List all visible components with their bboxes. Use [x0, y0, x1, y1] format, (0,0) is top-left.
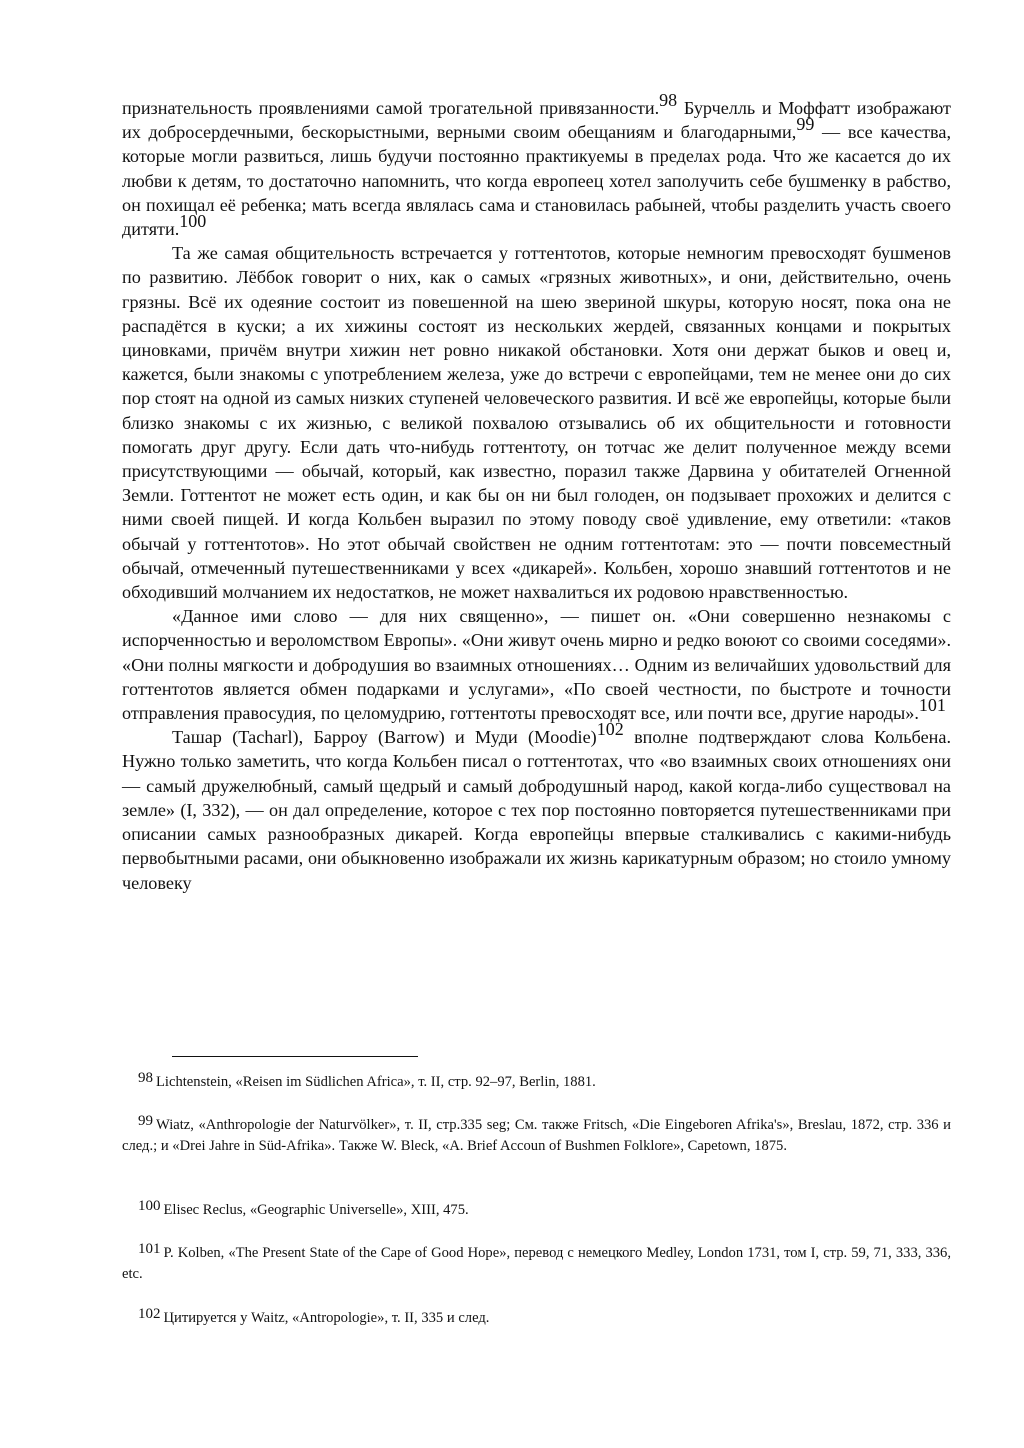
footnote-number: 99 [138, 1113, 153, 1130]
text-run: признательность проявлениями самой трогательной привязанности. [122, 98, 660, 118]
paragraph [122, 604, 951, 725]
footnote-separator [172, 1056, 418, 1057]
text-run: Бурчелль и Моффатт изображают их добросердечными, бескорыстными, верными своим обещаниям и благодарными, [122, 98, 951, 143]
footnote-text: Elisec Reclus, «Geographic Universelle», XIII, 475. [163, 1202, 469, 1218]
footnote-99 [122, 1115, 951, 1157]
footnote-text: Lichtenstein, «Reisen im Südlichen Africa», т. II, стр. 92–97, Berlin, 1881. [156, 1074, 596, 1090]
footnote-number: 102 [138, 1306, 161, 1323]
main-text [122, 89, 951, 895]
paragraph [122, 719, 951, 894]
footnote-text: Цитируется у Waitz, «Antropologie», т. II, 335 и след. [163, 1310, 490, 1326]
footnote-text: P. Kolben, «The Present State of the Cape of Good Hope», перевод с немецкого Medley, London 1731, том I, стр. 59, 71, 333, 336, etc. [122, 1245, 951, 1282]
footnote-text: Wiatz, «Anthropologie der Naturvölker», т. II, стр.335 seg; См. также Fritsch, «Die Eingeboren Afrika's», Breslau, 1872, стр. 336 и след.; и «Drei Jahre in Süd-Afrika». Также W. Bleck, «A. Brief Accoun of Bushmen Folklore», Capetown, 1875. [122, 1117, 951, 1154]
footnote-ref[interactable]: 102 [596, 719, 624, 740]
footnote-102 [122, 1308, 951, 1329]
footnote-number: 98 [138, 1070, 153, 1087]
text-run: вполне подтверждают слова Кольбена. Нужно только заметить, что когда Кольбен писал о готтентотах, что «во взаимных своих отношениях они — самый дружелюбный, самый щедрый и самый добродушный народ, какой когда-либо существовал на земле» (I, 332), — он дал определение, которое с тех пор постоянно повторяется путешественниками при описании самых разнообразных дикарей. Когда европейцы впервые сталкивались с какими-нибудь первобытными расами, они обыкновенно изображали их жизнь карикатурным образом; но стоило умному человеку [122, 727, 951, 893]
footnote-ref[interactable]: 101 [918, 694, 946, 715]
paragraph [122, 89, 951, 241]
footnote-ref[interactable]: 98 [659, 89, 678, 110]
text-run: Ташар (Tacharl), Барроу (Barrow) и Муди (Moodie) [172, 727, 597, 748]
footnote-101 [122, 1243, 951, 1285]
footnote-number: 100 [138, 1198, 161, 1215]
footnote-number: 101 [138, 1241, 161, 1258]
text-run: Та же самая общительность встречается у готтентотов, которые немногим превосходят бушменов по развитию. Лёббок говорит о них, как о самых «грязных животных», и они, действительно, очень грязны. Всё их одеяние состоит из повешенной на шею звериной шкуры, которую носят, пока она не распадётся в куски; а их хижины состоят из нескольких жердей, связанных концами и покрытых циновками, причём внутри хижин нет ровно никакой обстановки. Хотя они держат быков и овец и, кажется, были знакомы с употреблением железа, уже до встречи с европейцами, тем не менее они до сих пор стоят на одной из самых низких ступеней человеческого развития. И всё же европейцы, которые были близко знакомы с их жизнью, с великой похвалою отзывались об их общительности и готовности помогать друг другу. Если дать что-нибудь готтентоту, он тотчас же делит полученное между всеми присутствующими — обычай, который, как известно, поразил также Дарвина у обитателей Огненной Земли. Готтентот не может есть один, и как бы он ни был голоден, он подзывает прохожих и делится с ними своей пищей. И когда Кольбен выразил по этому поводу своё удивление, ему ответили: «таков обычай у готтентотов». Но этот обычай свойствен не одним готтентотам: это — почти повсеместный обычай, отмеченный путешественниками у всех «дикарей». Кольбен, хорошо знавший готтентотов и не обходивший молчанием их недостатков, не может нахвалиться их родовою нравственностью. [122, 243, 951, 603]
text-run: — все качества, которые могли развиться, лишь будучи постоянно практикуемы в пределах рода. Что же касается до их любви к детям, то достаточно напомнить, что когда европеец хотел заполучить себе бушменку в рабство, он похищал её ребенка; мать всегда являлась сама и становилась рабыней, чтобы разделить участь своего дитяти. [122, 122, 951, 240]
text-run: «Данное ими слово — для них священно», — пишет он. «Они совершенно незнакомы с испорченностью и вероломством Европы». «Они живут очень мирно и редко воюют со своими соседями». «Они полны мягкости и добродушия во взаимных отношениях… Одним из величайших удовольствий для готтентотов является обмен подарками и услугами», «По своей честности, по быстроте и точности отправления правосудия, по целомудрию, готтентоты превосходят все, или почти все, другие народы». [122, 606, 951, 724]
footnote-ref[interactable]: 100 [179, 210, 207, 231]
page-body [122, 89, 951, 895]
footnote-ref[interactable]: 99 [796, 114, 815, 135]
footnote-98 [122, 1072, 951, 1093]
footnote-100 [122, 1200, 951, 1221]
paragraph [122, 241, 951, 604]
